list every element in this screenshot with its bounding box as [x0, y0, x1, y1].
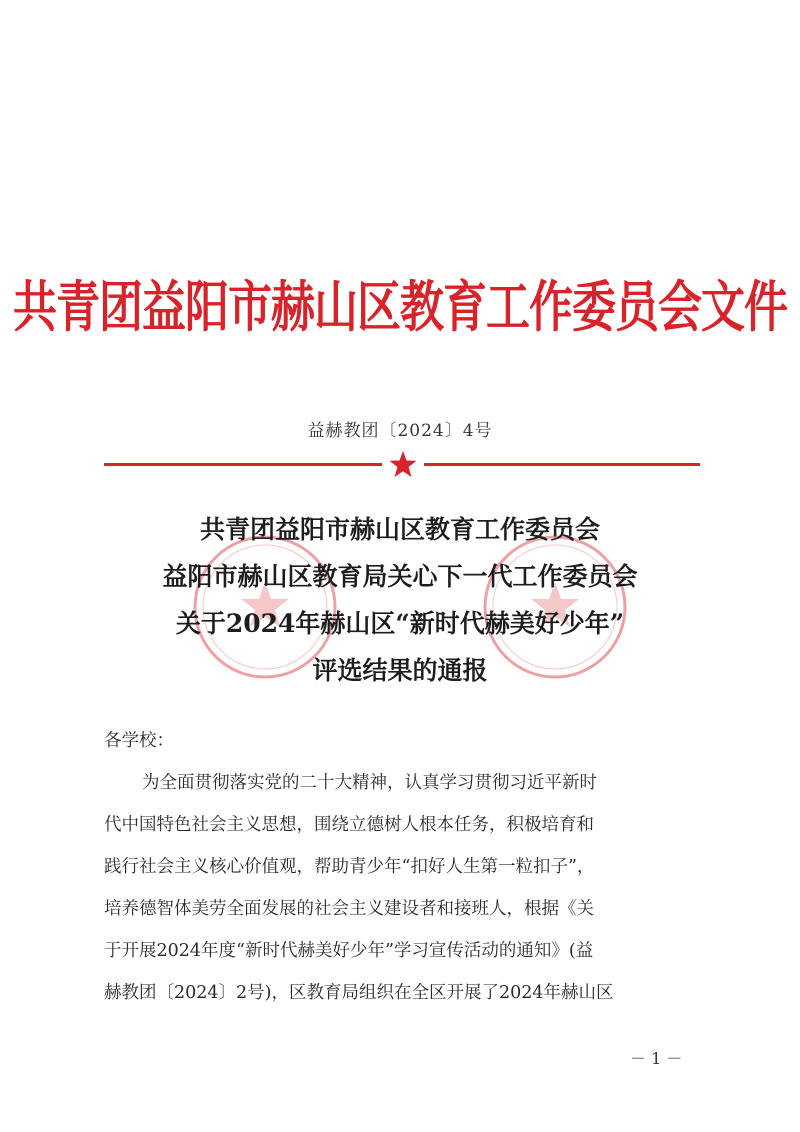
title-line: 关于2024年赫山区“新时代赫美好少年”: [175, 609, 625, 638]
title-line: 共青团益阳市赫山区教育工作委员会: [199, 515, 600, 544]
red-rule-right: [424, 463, 700, 466]
document-body: [104, 720, 704, 1014]
paragraph-line: 为全面贯彻落实党的二十大精神，认真学习贯彻习近平新时: [142, 773, 597, 793]
document-number: 益赫教团〔2024〕4号: [307, 421, 493, 441]
paragraph-line: 赫教团〔2024〕2号)，区教育局组织在全区开展了2024年赫山区: [104, 983, 614, 1003]
paragraph-line: 践行社会主义核心价值观，帮助青少年“扣好人生第一粒扣子”，: [104, 857, 595, 877]
red-rule-left: [104, 463, 382, 466]
paragraph-line: 于开展2024年度“新时代赫美好少年”学习宣传活动的通知》(益: [104, 941, 594, 961]
salutation: 各学校：: [104, 731, 174, 751]
notice-title: [0, 506, 800, 694]
body-paragraph: [104, 762, 704, 1014]
red-star-icon: [388, 450, 418, 480]
title-line: 评选结果的通报: [312, 656, 488, 685]
title-line: 益阳市赫山区教育局关心下一代工作委员会: [162, 562, 638, 591]
paragraph-line: 代中国特色社会主义思想，围绕立德树人根本任务，积极培育和: [104, 815, 594, 835]
masthead-title: 共青团益阳市赫山区教育工作委员会文件: [13, 275, 787, 340]
page-number: － 1 －: [630, 1049, 683, 1068]
paragraph-line: 培养德智体美劳全面发展的社会主义建设者和接班人，根据《关: [104, 899, 594, 919]
